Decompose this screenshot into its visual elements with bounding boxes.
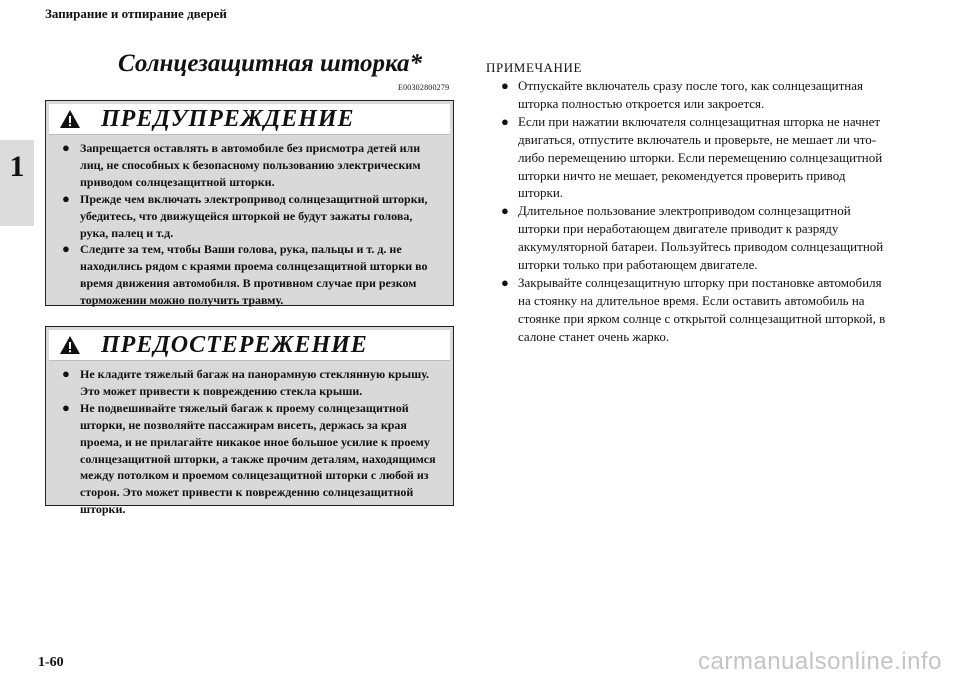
caution-item: ● Не кладите тяжелый багаж на панорамную стеклянную крышу. Это может привести к повреждению стекла крыши. <box>56 366 443 400</box>
warning-item: ● Прежде чем включать электропривод солнцезащитной шторки, убедитесь, что движущейся шторкой не будут зажаты голова, рука, палец и т.д. <box>56 191 443 242</box>
warning-heading: ПРЕДУПРЕЖДЕНИЕ <box>101 105 355 132</box>
section-header: Запирание и отпирание дверей <box>45 6 227 21</box>
chapter-number: 1 <box>9 150 25 183</box>
caution-heading: ПРЕДОСТЕРЕЖЕНИЕ <box>101 331 368 358</box>
caution-item: ● Не подвешивайте тяжелый багаж к проему солнцезащитной шторки, не позволяйте пассажирам висеть, держась за края проема, и не прилагайте никакое иное большое усилие к проему солнцезащитной шторки, а также прочим деталям, находящимся между потолком и проемом солнцезащитной шторки с любой из сторон. Это может привести к повреждению солнцезащитной шторки. <box>56 400 443 518</box>
warning-item: ● Следите за тем, чтобы Ваши голова, рука, пальцы и т. д. не находились рядом с краями проема солнцезащитной шторки во время движения автомобиля. В противном случае при резком торможении можно получить травму. <box>56 241 443 309</box>
page-number: 1-60 <box>38 655 64 670</box>
caution-triangle-icon <box>59 335 81 355</box>
warning-triangle-icon <box>59 109 81 129</box>
note-item: ● Если при нажатии включателя солнцезащитная шторка не начнет двигаться, отпустите включатель и проверьте, не мешает ли что-либо перемещению шторки. Если перемещению солнцезащитной шторки ничто не мешает, рекомендуется проверить привод шторки. <box>486 113 891 203</box>
note-item: ● Закрывайте солнцезащитную шторку при постановке автомобиля на стоянку на длительное время. Если оставить автомобиль на стоянке при ярком солнце с открытой солнцезащитной шторкой, в салоне станет очень жарко. <box>486 274 891 346</box>
warning-item: ● Запрещается оставлять в автомобиле без присмотра детей или лиц, не способных к безопасному пользованию электрическим приводом солнцезащитной шторки. <box>56 140 443 191</box>
note-section <box>486 60 891 346</box>
note-item: ● Длительное пользование электроприводом солнцезащитной шторки при неработающем двигателе приводит к разряду аккумуляторной батареи. Пользуйтесь приводом солнцезащитной шторки только при работающем двигателе. <box>486 202 891 274</box>
section-code: E00302800279 <box>398 83 450 92</box>
caution-header <box>49 330 450 361</box>
watermark: carmanualsonline.info <box>698 648 942 675</box>
note-heading: ПРИМЕЧАНИЕ <box>486 60 583 75</box>
warning-box <box>45 100 454 306</box>
warning-header <box>49 104 450 135</box>
page-title: Солнцезащитная шторка* <box>118 50 423 77</box>
caution-box <box>45 326 454 517</box>
note-item: ● Отпускайте включатель сразу после того, как солнцезащитная шторка полностью откроется или закроется. <box>486 77 891 113</box>
